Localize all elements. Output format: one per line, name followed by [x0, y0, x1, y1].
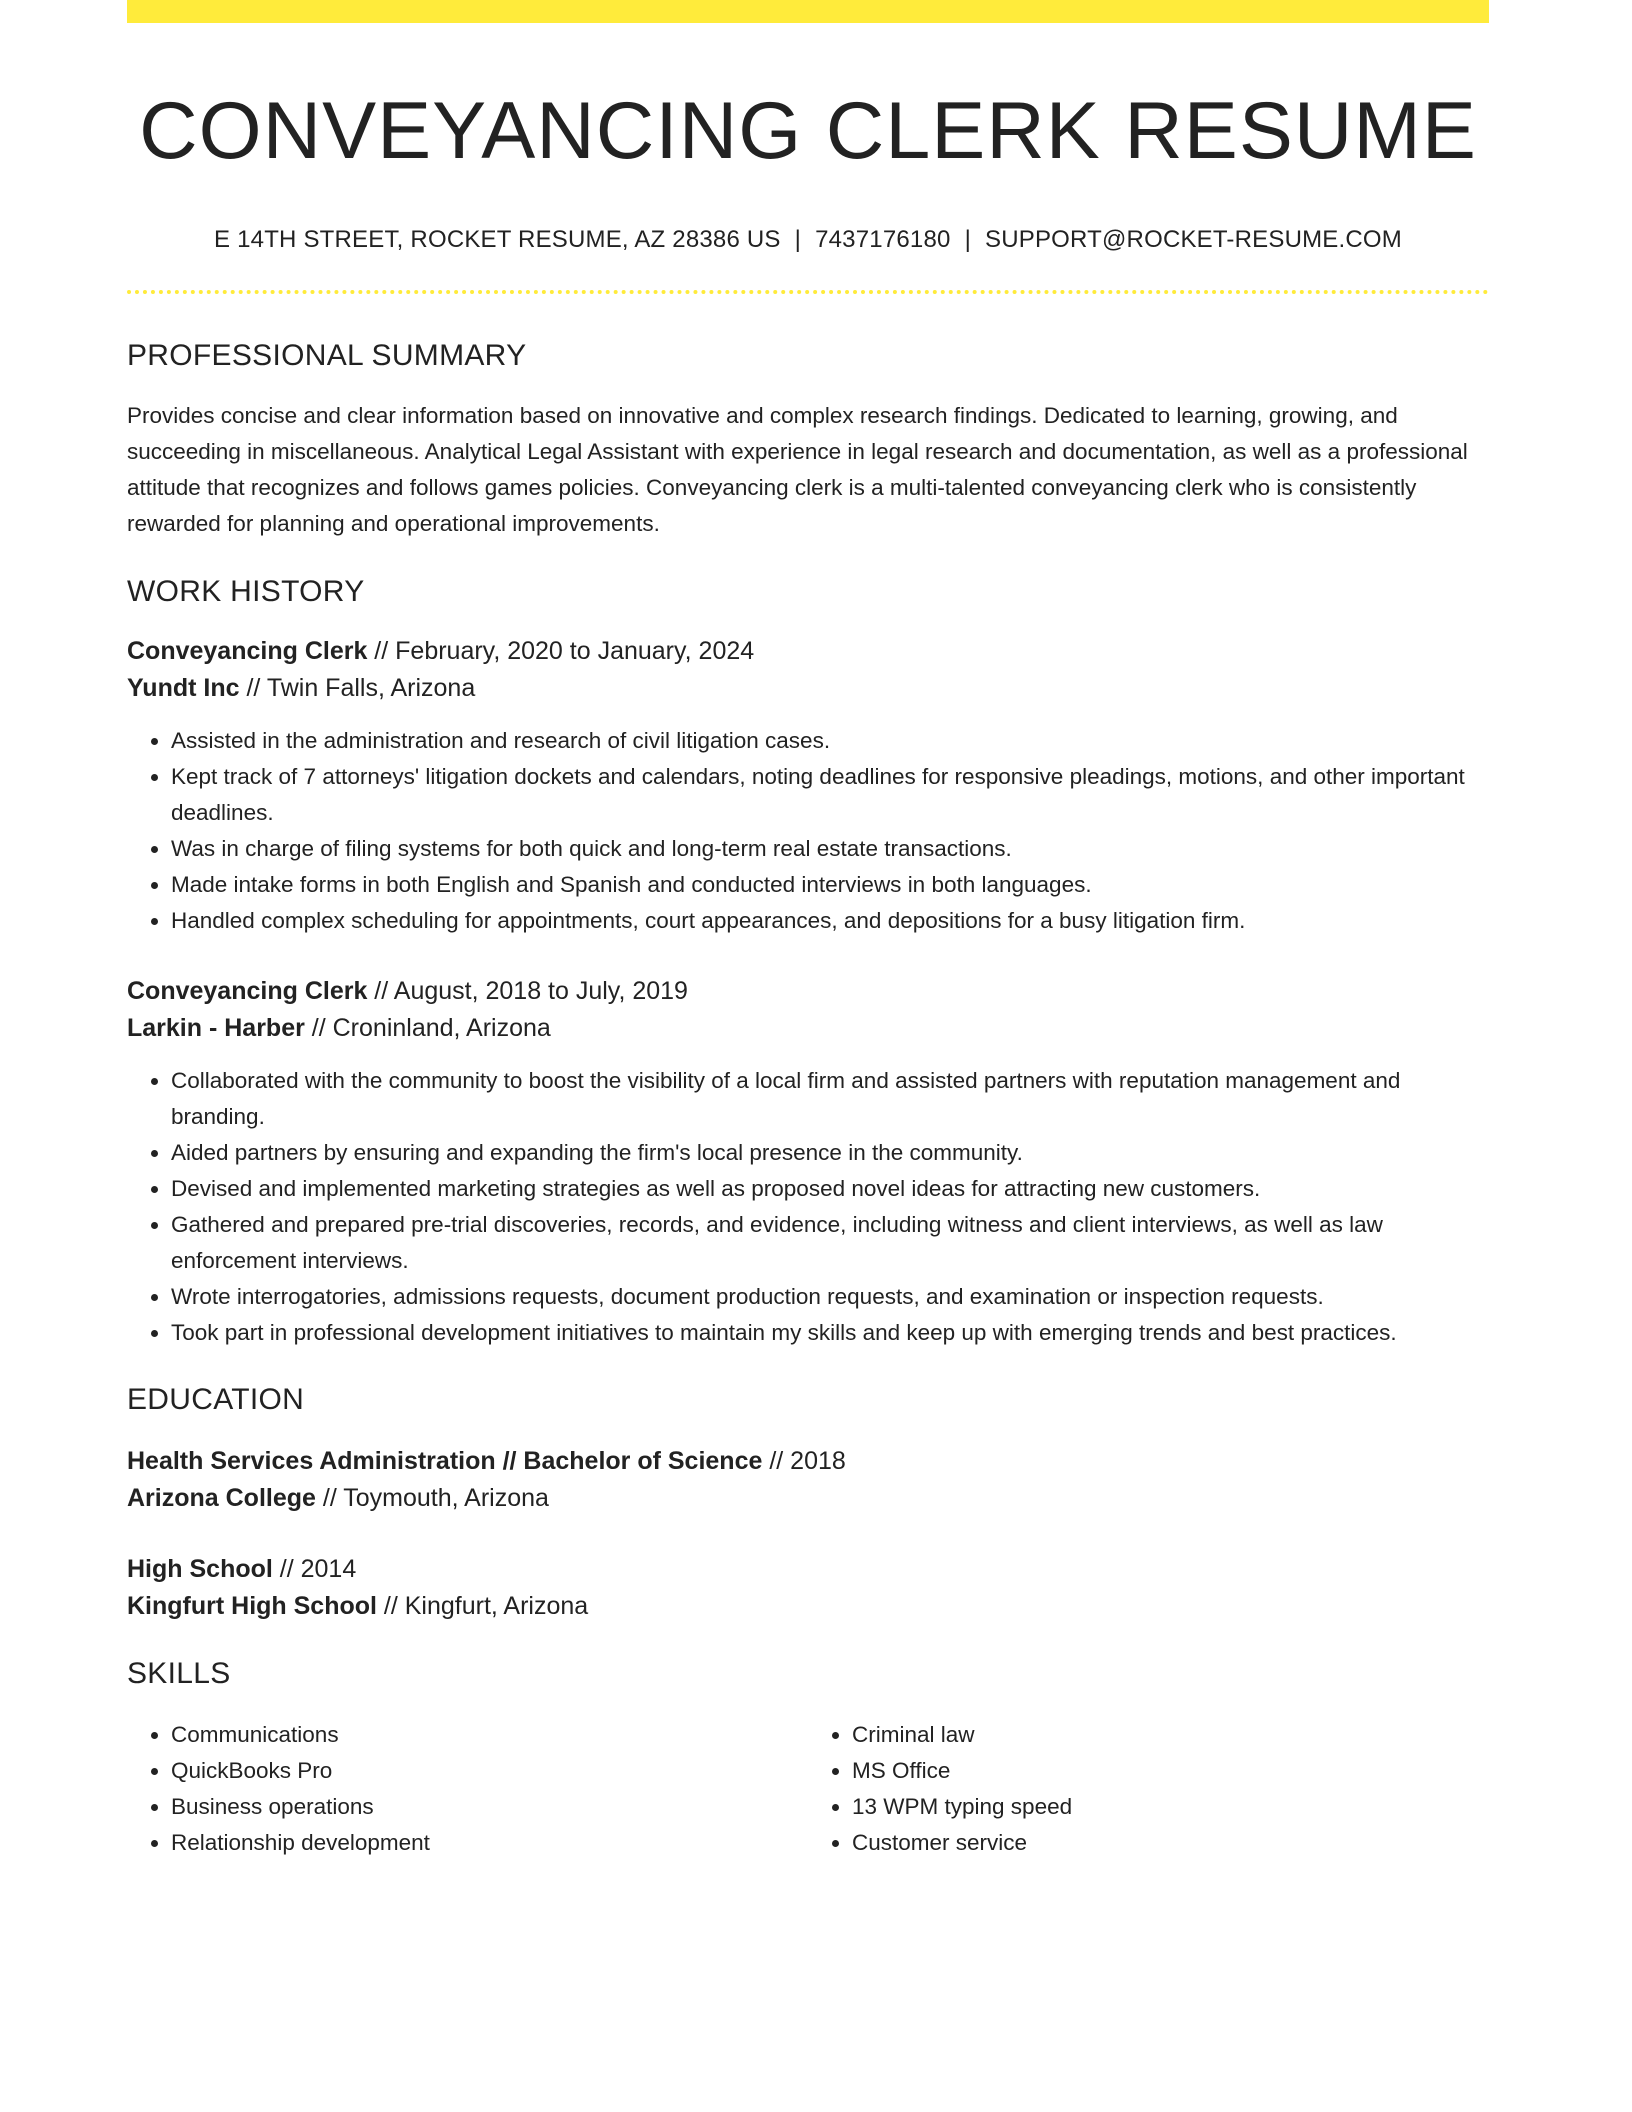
skill-item: • Relationship development	[171, 1825, 808, 1861]
job-bullet: • Gathered and prepared pre-trial discoveries, records, and evidence, including witness and client interviews, as well as law enforcement interviews.	[171, 1207, 1489, 1279]
job-bullet: • Collaborated with the community to boost the visibility of a local firm and assisted partners with reputation management and branding.	[171, 1063, 1489, 1135]
education-year: // 2018	[762, 1447, 846, 1476]
skills-column-right	[808, 1717, 1489, 1861]
contact-separator: |	[794, 226, 802, 254]
job-bullets	[127, 723, 1489, 939]
education-location: // Toymouth, Arizona	[315, 1484, 549, 1513]
education-degree: Health Services Administration // Bachelor of Science	[127, 1447, 763, 1476]
skill-item: • Communications	[171, 1717, 808, 1753]
job-bullet: • Was in charge of filing systems for both quick and long-term real estate transactions.	[171, 831, 1489, 867]
job-bullet: • Aided partners by ensuring and expanding the firm's local presence in the community.	[171, 1135, 1489, 1171]
resume-title: CONVEYANCING CLERK RESUME	[139, 86, 1477, 176]
job-company: Larkin - Harber	[127, 1014, 305, 1043]
skills-heading: SKILLS	[127, 1657, 231, 1691]
job-title: Conveyancing Clerk	[127, 977, 368, 1006]
job-company: Yundt Inc	[127, 674, 240, 703]
education-degree-line	[127, 1551, 1489, 1588]
job-bullet: • Made intake forms in both English and Spanish and conducted interviews in both languages.	[171, 867, 1489, 903]
job-title-line	[127, 633, 1489, 670]
skills-list	[127, 1717, 808, 1861]
work-history-heading: WORK HISTORY	[127, 575, 365, 609]
job-title: Conveyancing Clerk	[127, 637, 368, 666]
dotted-divider	[127, 290, 1489, 294]
skills-column-left	[127, 1717, 808, 1861]
summary-text: Provides concise and clear information based on innovative and complex research findings. Dedicated to learning, growing, and succeeding in miscellaneous. Analytical Legal Assistant with experience in legal research and documentation, as well as a professional attitude that recognizes and follows games policies. Conveyancing clerk is a multi-talented conveyancing clerk who is consistently rewarded for planning and operational improvements.	[127, 403, 1468, 537]
job-bullet: • Devised and implemented marketing strategies as well as proposed novel ideas for attracting new customers.	[171, 1171, 1489, 1207]
contact-email: SUPPORT@ROCKET-RESUME.COM	[985, 226, 1402, 254]
job-dates: // February, 2020 to January, 2024	[367, 637, 755, 666]
contact-line	[127, 226, 1489, 254]
job-entry	[127, 973, 1489, 1047]
job-bullets	[127, 1063, 1489, 1351]
job-entry	[127, 633, 1489, 707]
job-bullet: • Took part in professional development initiatives to maintain my skills and keep up with emerging trends and best practices.	[171, 1315, 1489, 1351]
contact-separator: |	[964, 226, 971, 254]
job-company-line	[127, 670, 1489, 707]
skill-item: • Business operations	[171, 1789, 808, 1825]
job-bullet: • Assisted in the administration and research of civil litigation cases.	[171, 723, 1489, 759]
education-degree: High School	[127, 1555, 273, 1584]
education-entry	[127, 1551, 1489, 1625]
job-company-line	[127, 1010, 1489, 1047]
summary-heading: PROFESSIONAL SUMMARY	[127, 339, 527, 373]
resume-page	[127, 0, 1489, 1861]
skill-item: • MS Office	[852, 1753, 1489, 1789]
job-location: // Twin Falls, Arizona	[239, 674, 476, 703]
skill-item: • QuickBooks Pro	[171, 1753, 808, 1789]
education-degree-line	[127, 1443, 1489, 1480]
job-bullet: • Kept track of 7 attorneys' litigation dockets and calendars, noting deadlines for responsive pleadings, motions, and other important deadlines.	[171, 759, 1489, 831]
contact-phone: 7437176180	[815, 226, 951, 254]
education-school: Kingfurt High School	[127, 1592, 377, 1621]
job-bullet: • Wrote interrogatories, admissions requests, document production requests, and examination or inspection requests.	[171, 1279, 1489, 1315]
job-dates: // August, 2018 to July, 2019	[367, 977, 688, 1006]
education-location: // Kingfurt, Arizona	[376, 1592, 589, 1621]
education-heading: EDUCATION	[127, 1383, 305, 1417]
education-school-line	[127, 1480, 1489, 1517]
job-title-line	[127, 973, 1489, 1010]
contact-address: E 14TH STREET, ROCKET RESUME, AZ 28386 US	[214, 226, 781, 254]
accent-bar	[127, 0, 1489, 23]
skills-list	[808, 1717, 1489, 1861]
job-location: // Croninland, Arizona	[304, 1014, 551, 1043]
skill-item: • Criminal law	[852, 1717, 1489, 1753]
skill-item: • 13 WPM typing speed	[852, 1789, 1489, 1825]
education-entry	[127, 1443, 1489, 1517]
education-year: // 2014	[272, 1555, 357, 1584]
job-bullet: • Handled complex scheduling for appointments, court appearances, and depositions for a busy litigation firm.	[171, 903, 1489, 939]
skill-item: • Customer service	[852, 1825, 1489, 1861]
education-school-line	[127, 1588, 1489, 1625]
skills-grid	[127, 1717, 1489, 1861]
education-school: Arizona College	[127, 1484, 316, 1513]
